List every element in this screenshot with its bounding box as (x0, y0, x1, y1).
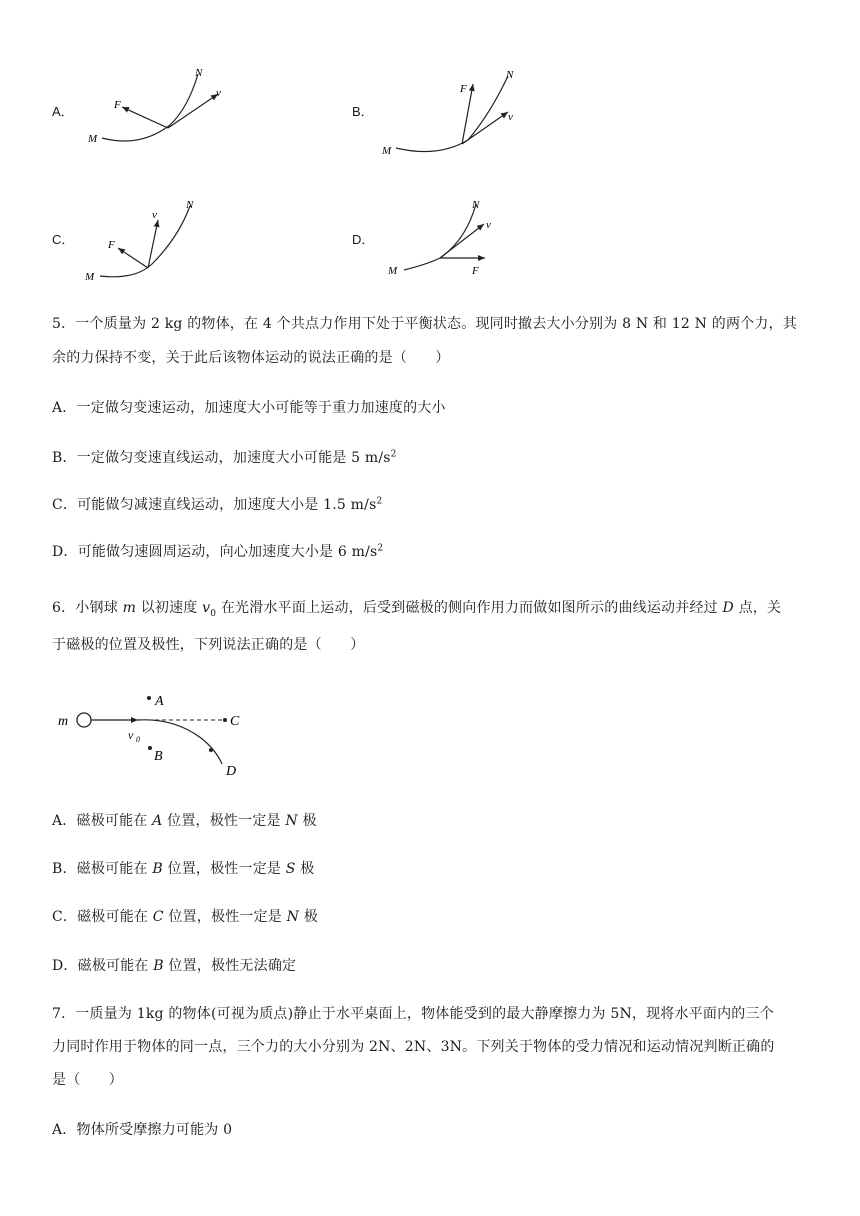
q4-option-b-label: B． (352, 104, 374, 119)
label-v0-sub: 0 (136, 735, 140, 744)
q4-option-d-figure (380, 196, 530, 285)
q4-option-b-figure (378, 64, 538, 168)
q6-option-a: A．磁极可能在 A 位置，极性一定是 N 极 (52, 813, 317, 829)
label-n: N (195, 67, 203, 79)
q7-stem-line1: 7．一质量为 1kg 的物体(可视为质点)静止于水平桌面上，物体能受到的最大静摩擦力为 5N，现将水平面内的三个 (52, 1006, 774, 1022)
steel-ball (77, 713, 91, 727)
label-d: D (226, 764, 237, 779)
q4-option-c-label: C． (52, 232, 75, 247)
point-b (148, 746, 152, 750)
point-a (147, 696, 151, 700)
q4-option-a-figure (80, 60, 250, 159)
q7-stem-line3: 是（ ） (52, 1072, 123, 1088)
q7-option-a: A．物体所受摩擦力可能为 0 (52, 1122, 233, 1138)
q4-option-a-label: A． (52, 104, 74, 119)
q5-option-b: B．一定做匀变速直线运动，加速度大小可能是 5 $m/s^2$ (52, 449, 397, 466)
q7-stem-line2: 力同时作用于物体的同一点，三个力的大小分别为 2N、2N、3N。下列关于物体的受力情况和运动情况判断正确的 (52, 1039, 775, 1055)
label-v: v (216, 87, 221, 99)
label-m: M (382, 145, 392, 157)
label-v0: v (128, 728, 134, 742)
label-f: F (472, 265, 479, 277)
label-m: M (85, 271, 95, 283)
q5-stem-line1: 5．一个质量为 2 kg 的物体，在 4 个共点力作用下处于平衡状态。现同时撤去大小分别为 8 N 和 12 N 的两个力，其 (52, 316, 797, 332)
q6-stem-line2: 于磁极的位置及极性，下列说法正确的是（ ） (52, 637, 365, 653)
q6-option-b: B．磁极可能在 B 位置，极性一定是 S 极 (52, 861, 315, 877)
label-v: v (508, 111, 513, 123)
label-n: N (186, 199, 194, 211)
label-f: F (108, 239, 115, 251)
label-n: N (506, 69, 514, 81)
label-m: m (58, 714, 69, 729)
q6-option-d: D．磁极可能在 B 位置，极性无法确定 (52, 958, 297, 974)
q5-stem-line2: 余的力保持不变，关于此后该物体运动的说法正确的是（ ） (52, 350, 450, 366)
label-m: M (88, 133, 98, 145)
q4-option-c-figure (80, 198, 230, 287)
label-n: N (472, 199, 480, 211)
label-f: F (114, 99, 121, 111)
label-m: M (388, 265, 398, 277)
q6-stem-line1: 6．小钢球 m 以初速度 $v_0$ 在光滑水平面上运动，后受到磁极的侧向作用力而做如图所示的曲线运动并经过 D 点，关 (52, 600, 782, 619)
label-v: v (152, 209, 157, 221)
label-a: A (155, 694, 164, 709)
q5-option-a: A．一定做匀变速运动，加速度大小可能等于重力加速度的大小 (52, 400, 446, 416)
point-c (223, 718, 227, 722)
label-v: v (486, 219, 491, 231)
q5-option-d: D．可能做匀速圆周运动，向心加速度大小是 6 $m/s^2$ (52, 543, 384, 560)
label-b: B (154, 749, 163, 764)
label-f: F (460, 83, 467, 95)
point-on-curve (209, 748, 213, 752)
label-c: C (230, 714, 240, 729)
q4-option-d-label: D． (352, 232, 375, 247)
q5-option-c: C．可能做匀减速直线运动，加速度大小是 1.5 $m/s^2$ (52, 496, 383, 513)
q6-figure (56, 684, 256, 788)
q6-option-c: C．磁极可能在 C 位置，极性一定是 N 极 (52, 909, 318, 925)
